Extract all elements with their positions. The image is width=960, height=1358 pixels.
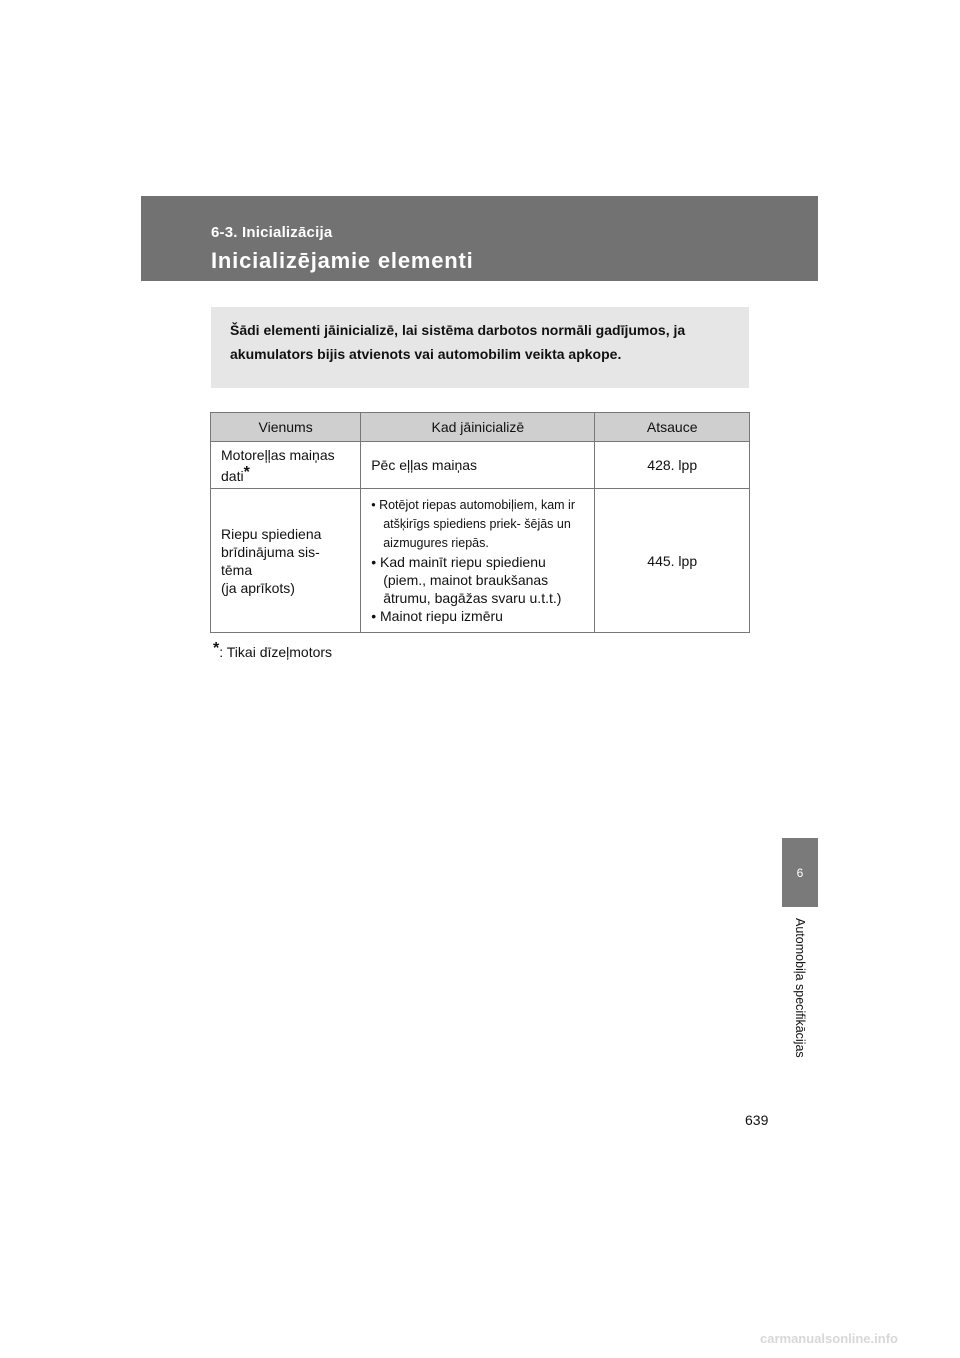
column-header-item: Vienums (211, 413, 361, 442)
items-table (210, 412, 750, 633)
page-reference: 445. lpp (647, 552, 698, 569)
item-line: Riepu spiediena (221, 525, 322, 542)
cell-when (361, 442, 595, 489)
bullet-list (371, 496, 592, 625)
footnote-marker: * (213, 640, 220, 657)
item-line: Motoreļļas maiņas (221, 446, 335, 463)
column-header-when: Kad jāinicializē (361, 413, 595, 442)
item-line: (ja aprīkots) (221, 579, 295, 596)
cell-when (361, 489, 595, 633)
page-number: 639 (745, 1112, 769, 1128)
table-row (211, 442, 750, 489)
cell-ref (595, 442, 750, 489)
intro-box (211, 307, 749, 388)
footnote (213, 640, 332, 660)
footnote-marker: * (243, 463, 250, 481)
section-label: 6-3. Inicializācija (211, 224, 333, 241)
intro-line-1: Šādi elementi jāinicializē, lai sistēma darbotos normāli gadījumos, ja (230, 322, 686, 338)
table-header-row (211, 413, 750, 442)
footnote-text: : Tikai dīzeļmotors (219, 644, 333, 660)
watermark: carmanualsonline.info (760, 1331, 898, 1346)
item-line: tēma (221, 561, 253, 578)
table-row (211, 489, 750, 633)
cell-item (211, 442, 361, 489)
item-line: dati (221, 467, 244, 484)
column-header-ref: Atsauce (595, 413, 750, 442)
page-title: Inicializējamie elementi (211, 248, 474, 273)
intro-line-2: akumulators bijis atvienots vai automobilim veikta apkope. (230, 346, 622, 362)
chapter-label-text: Automobiļa specifikācijas (793, 918, 807, 1058)
chapter-tab (782, 838, 818, 907)
bullet-item: • Mainot riepu izmēru (371, 608, 503, 624)
cell-item (211, 489, 361, 633)
chapter-number: 6 (796, 866, 804, 880)
bullet-item: • Kad mainīt riepu spiedienu (piem., mainot braukšanas ātrumu, bagāžas svaru u.t.t.) (371, 554, 562, 606)
item-line: brīdinājuma sis- (221, 543, 320, 560)
cell-ref (595, 489, 750, 633)
bullet-item: • Rotējot riepas automobiļiem, kam ir atšķirīgs spiediens priek- šējās un aizmugures riepās. (371, 498, 575, 550)
when-text: Pēc eļļas maiņas (371, 457, 478, 473)
page-reference: 428. lpp (647, 457, 698, 473)
chapter-header (141, 196, 818, 281)
